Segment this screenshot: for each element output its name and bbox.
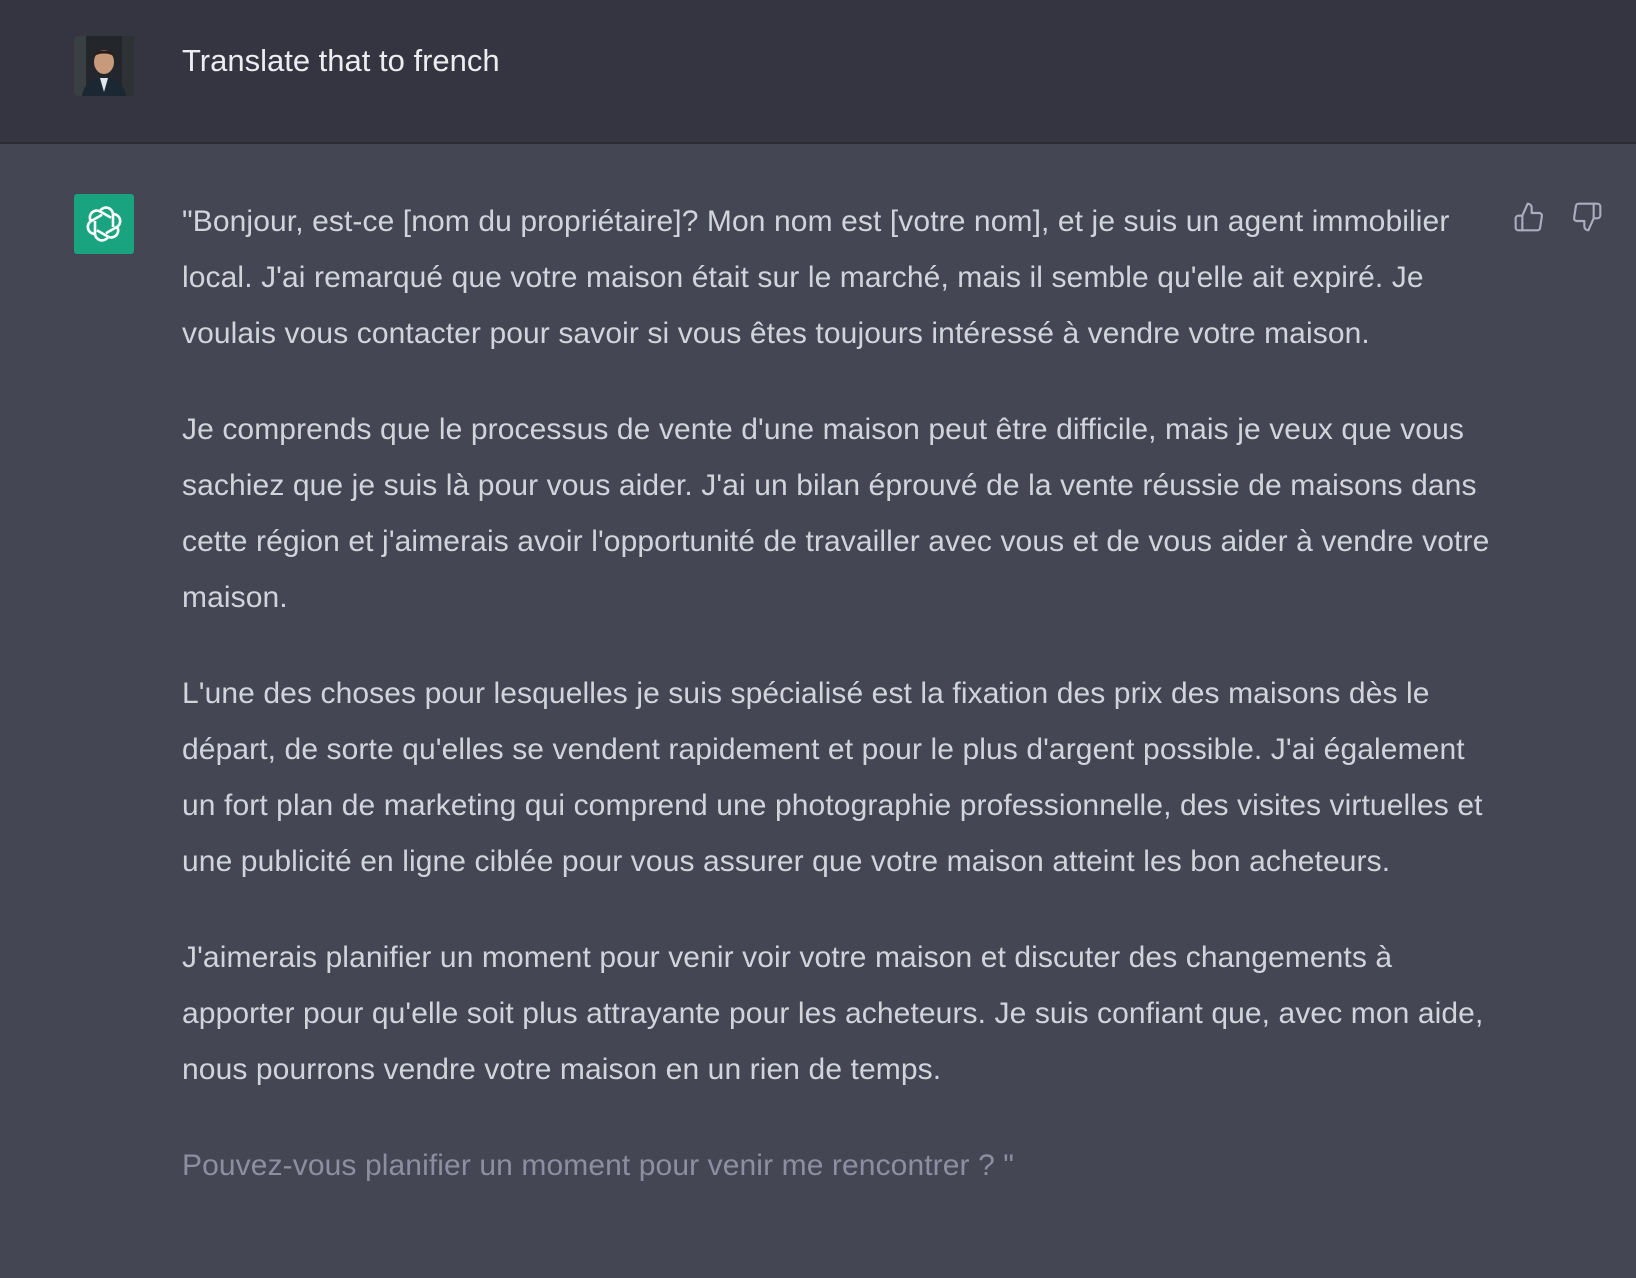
- thumbs-down-button[interactable]: [1570, 200, 1604, 234]
- thumbs-up-icon: [1513, 201, 1545, 233]
- thumbs-up-button[interactable]: [1512, 200, 1546, 234]
- message-paragraph: J'aimerais planifier un moment pour venir voir votre maison et discuter des changements à apporter pour qu'elle soit plus attrayante pour les acheteurs. Je suis confiant que, avec mon aide, nous pourrons vendre votre maison en un rien de temps.: [182, 941, 1484, 1086]
- message-paragraph: "Bonjour, est-ce [nom du propriétaire]? Mon nom est [votre nom], et je suis un agent immobilier local. J'ai remarqué que votre maison était sur le marché, mais il semble qu'elle ait expiré. Je voulais vous contacter pour savoir si vous êtes toujours intéressé à vendre votre maison.: [182, 205, 1450, 350]
- thumbs-down-icon: [1571, 201, 1603, 233]
- assistant-message-row: [0, 144, 1636, 1278]
- user-avatar: [74, 36, 134, 96]
- user-message-text: Translate that to french: [182, 43, 500, 78]
- assistant-message-text: [182, 194, 1502, 1234]
- assistant-avatar: [74, 194, 134, 254]
- message-paragraph: Je comprends que le processus de vente d'une maison peut être difficile, mais je veux que vous sachiez que je suis là pour vous aider. J'ai un bilan éprouvé de la vente réussie de maisons dans cette région et j'aimerais avoir l'opportunité de travailler avec vous et de vous aider à vendre votre maison.: [182, 413, 1490, 614]
- user-avatar-photo: [74, 36, 134, 96]
- feedback-buttons: [1512, 200, 1604, 234]
- user-message-row: [0, 0, 1636, 144]
- openai-logo-icon: [84, 204, 124, 244]
- message-paragraph: L'une des choses pour lesquelles je suis spécialisé est la fixation des prix des maisons dès le départ, de sorte qu'elles se vendent rapidement et pour le plus d'argent possible. J'ai également un fort plan de marketing qui comprend une photographie professionnelle, des visites virtuelles et une publicité en ligne ciblée pour vous assurer que votre maison atteint les bon acheteurs.: [182, 677, 1483, 878]
- message-paragraph-partial: Pouvez-vous planifier un moment pour venir me rencontrer ? ": [182, 1149, 1015, 1182]
